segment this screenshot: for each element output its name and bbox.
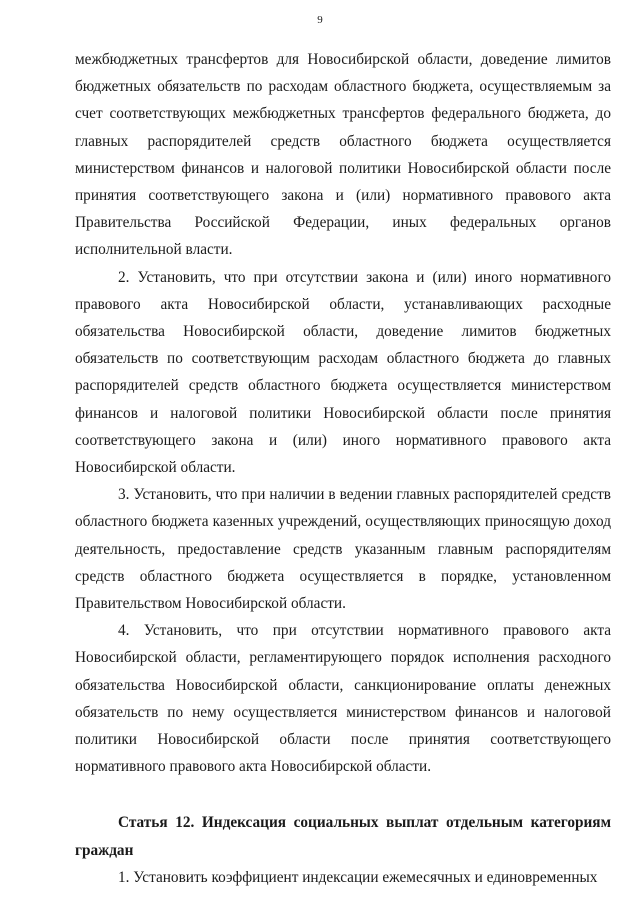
- paragraph-continuation: межбюджетных трансфертов для Новосибирской области, доведение лимитов бюджетных обязательств по расходам областного бюджета, осуществляемым за счет соответствующих межбюджетных трансфертов федерального бюджета, до главных распорядителей средств областного бюджета осуществляется министерством финансов и налоговой политики Новосибирской области после принятия соответствующего закона и (или) нормативного правового акта Правительства Российской Федерации, иных федеральных органов исполнительной власти.: [75, 51, 611, 259]
- paragraph-item-2: 2. Установить, что при отсутствии закона и (или) иного нормативного правового акта Новосибирской области, устанавливающих расходные обязательства Новосибирской области, доведение лимитов бюджетных обязательств по соответствующим расходам областного бюджета до главных распорядителей средств областного бюджета осуществляется министерством финансов и налоговой политики Новосибирской области после принятия соответствующего закона и (или) иного нормативного правового акта Новосибирской области.: [75, 268, 611, 477]
- body-text: [75, 46, 611, 891]
- article-heading: Статья 12. Индексация социальных выплат отдельным категориям граждан: [75, 814, 611, 859]
- page-number: 9: [317, 14, 323, 26]
- paragraph-item-4: 4. Установить, что при отсутствии нормативного правового акта Новосибирской области, регламентирующего порядок исполнения расходного обязательства Новосибирской области, санкционирование оплаты денежных обязательств по нему осуществляется министерством финансов и налоговой политики Новосибирской области после принятия соответствующего нормативного правового акта Новосибирской области.: [75, 622, 611, 776]
- paragraph-article-12-item-1: 1. Установить коэффициент индексации ежемесячных и единовременных: [118, 868, 598, 886]
- paragraph-item-3: 3. Установить, что при наличии в ведении главных распорядителей средств областного бюджета казенных учреждений, осуществляющих приносящую доход деятельность, предоставление средств указанным главным распорядителям средств областного бюджета осуществляется в порядке, установленном Правительством Новосибирской области.: [75, 486, 611, 613]
